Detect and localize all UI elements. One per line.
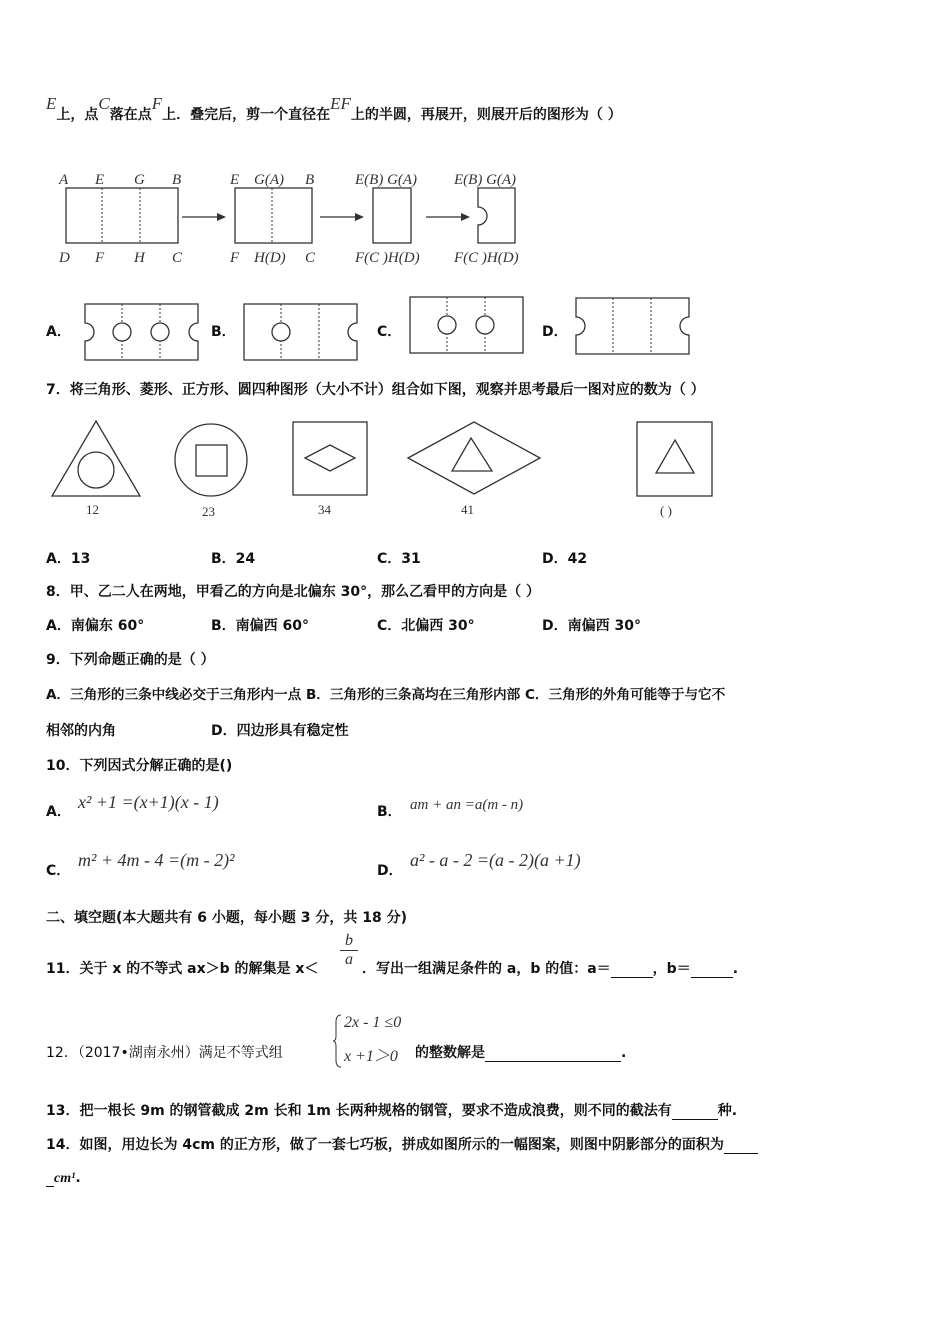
- q11-answer-b-blank[interactable]: [691, 961, 733, 978]
- q9-option-c-continued: 相邻的内角: [46, 723, 116, 739]
- q13-line: [46, 1100, 737, 1120]
- label-hd-2: H(D): [254, 250, 286, 266]
- q10-option-b-formula: am + an =a(m - n): [410, 797, 524, 813]
- label-step4-top: E(B) G(A): [454, 172, 517, 188]
- label-d: D: [59, 250, 70, 266]
- q10-option-c-label[interactable]: C．: [46, 863, 71, 879]
- q14-text: 14．如图，用边长为 4cm 的正方形，做了一套七巧板，拼成如图所示的一幅图案，则图中阴影部分的面积为: [46, 1137, 724, 1153]
- q11-text-mid: ．写出一组满足条件的 a，b 的值：a＝: [362, 961, 611, 977]
- cut-paper-4: [478, 188, 515, 243]
- q14-answer-blank[interactable]: [724, 1137, 758, 1154]
- q14-answer-blank-continued[interactable]: [46, 1170, 54, 1187]
- paper-rectangle: [66, 188, 178, 243]
- q8-option-a[interactable]: A．南偏东 60°: [46, 618, 145, 634]
- folded-paper-2: [235, 188, 312, 243]
- q7-figures: [46, 416, 726, 526]
- q14-line-2: [46, 1170, 81, 1187]
- triangle-shape: [52, 421, 140, 496]
- q12-answer-blank[interactable]: [485, 1045, 621, 1062]
- q12-text-end: .: [621, 1045, 627, 1061]
- q12-brace: [333, 1014, 343, 1068]
- label-b: B: [172, 172, 182, 188]
- q14-text-end: .: [75, 1170, 81, 1186]
- circle-shape: [175, 424, 247, 496]
- q7-option-d[interactable]: D．42: [542, 551, 588, 567]
- point-f-symbol: F: [151, 94, 163, 113]
- point-c-symbol: C: [98, 94, 110, 113]
- q14-line-1: [46, 1134, 758, 1154]
- q7-caption-5: ( ): [660, 503, 672, 518]
- q13-answer-blank[interactable]: [672, 1103, 718, 1120]
- q11-fraction: [340, 932, 358, 969]
- label-f-2: F: [230, 250, 240, 266]
- triangle-shape: [452, 438, 492, 471]
- label-step4-bottom: F(C )H(D): [454, 250, 519, 266]
- section-2-title: 二、填空题(本大题共有 6 小题，每小题 3 分，共 18 分): [46, 910, 408, 926]
- arrow-head-3: [461, 213, 470, 221]
- square-shape: [196, 445, 227, 476]
- square-shape: [637, 422, 712, 496]
- label-g: G: [134, 172, 145, 188]
- q11-fraction-numerator: b: [340, 932, 358, 951]
- q14-unit: cm¹: [54, 1171, 76, 1186]
- q12-text-pre: 12．（2017•湖南永州）满足不等式组: [46, 1045, 283, 1061]
- q10-question: 10．下列因式分解正确的是(): [46, 758, 233, 774]
- folded-paper-3: [373, 188, 411, 243]
- diamond-shape: [408, 422, 540, 494]
- q6-text-1: 上，点: [56, 107, 99, 123]
- q7-option-c[interactable]: C．31: [377, 551, 421, 567]
- folding-diagram: [50, 165, 550, 270]
- q6-option-b-figure: [241, 300, 361, 364]
- point-e-symbol: E: [46, 94, 57, 113]
- label-a: A: [59, 172, 69, 188]
- label-c-2: C: [305, 250, 316, 266]
- triangle-shape: [656, 440, 694, 473]
- q9-option-d[interactable]: D．四边形具有稳定性: [211, 723, 349, 739]
- q12-inequality-2: x +1＞0: [344, 1048, 398, 1065]
- q6-option-c-figure: [407, 293, 527, 357]
- q7-caption-2: 23: [202, 504, 215, 519]
- q11-line: [46, 958, 318, 978]
- q8-question: 8．甲、乙二人在两地，甲看乙的方向是北偏东 30°，那么乙看甲的方向是（ ）: [46, 584, 540, 600]
- q6-text-3: 上．叠完后，剪一个直径在: [162, 107, 331, 123]
- q7-option-a[interactable]: A．13: [46, 551, 91, 567]
- q12-inequality-1: 2x - 1 ≤0: [344, 1014, 402, 1031]
- q10-option-a-label[interactable]: A．: [46, 804, 71, 820]
- q6-option-d-label: D．: [542, 324, 568, 340]
- q6-text-line: [46, 94, 622, 134]
- q9-options-line: A．三角形的三条中线必交于三角形内一点 B．三角形的三条高均在三角形内部 C．三角形的外角可能等于与它不: [46, 687, 726, 703]
- label-h: H: [134, 250, 145, 266]
- label-ga-2: G(A): [254, 172, 284, 188]
- q7-caption-1: 12: [86, 502, 99, 517]
- q11-text-pre: 11．关于 x 的不等式 ax＞b 的解集是 x＜: [46, 961, 319, 977]
- q8-option-c[interactable]: C．北偏西 30°: [377, 618, 475, 634]
- q7-question: 7．将三角形、菱形、正方形、圆四种图形（大小不计）组合如下图，观察并思考最后一图对应的数为（ ）: [46, 382, 705, 398]
- q9-question: 9．下列命题正确的是（ ）: [46, 652, 215, 668]
- q13-text-end: 种.: [717, 1103, 738, 1119]
- label-c: C: [172, 250, 183, 266]
- q6-option-a-figure: [82, 300, 202, 364]
- q6-text-4: 上的半圆，再展开，则展开后的图形为（ ）: [350, 107, 622, 123]
- label-step3-bottom: F(C )H(D): [355, 250, 420, 266]
- q6-option-c-label: C．: [377, 324, 402, 340]
- q10-option-d-formula: a² - a - 2 =(a - 2)(a +1): [410, 850, 581, 870]
- q7-caption-3: 34: [318, 502, 331, 517]
- arrow-head-2: [355, 213, 364, 221]
- label-e-2: E: [230, 172, 240, 188]
- q13-text-pre: 13．把一根长 9m 的钢管截成 2m 长和 1m 长两种规格的钢管，要求不造成浪费，则不同的截法有: [46, 1103, 672, 1119]
- q8-option-d[interactable]: D．南偏西 30°: [542, 618, 641, 634]
- q12-line-rest: [415, 1042, 626, 1062]
- q11-text-end: .: [732, 961, 739, 977]
- q10-option-b-label[interactable]: B．: [377, 804, 402, 820]
- q10-option-c-formula: m² + 4m - 4 =(m - 2)²: [78, 850, 235, 870]
- label-f: F: [95, 250, 105, 266]
- q10-option-a-formula: x² +1 =(x+1)(x - 1): [78, 792, 219, 812]
- q6-option-d-figure: [573, 294, 693, 358]
- q11-text-sep: ，b＝: [652, 961, 691, 977]
- q11-fraction-denominator: a: [345, 951, 353, 968]
- label-e: E: [95, 172, 105, 188]
- q7-option-b[interactable]: B．24: [211, 551, 256, 567]
- q7-caption-4: 41: [461, 502, 474, 517]
- q6-option-a-label: A．: [46, 324, 71, 340]
- label-b-2: B: [305, 172, 315, 188]
- label-step3-top: E(B) G(A): [355, 172, 418, 188]
- q6-option-b-label: B．: [211, 324, 236, 340]
- q6-text-2: 落在点: [109, 107, 152, 123]
- q12-text-post: 的整数解是: [415, 1045, 485, 1061]
- segment-ef-symbol: EF: [330, 94, 351, 113]
- q11-answer-a-blank[interactable]: [611, 961, 653, 978]
- diamond-shape: [305, 445, 355, 471]
- q8-option-b[interactable]: B．南偏西 60°: [211, 618, 310, 634]
- q10-option-d-label[interactable]: D．: [377, 863, 403, 879]
- circle-shape: [78, 452, 114, 488]
- q11-line-rest: [362, 958, 738, 978]
- arrow-head-1: [217, 213, 226, 221]
- square-shape: [293, 422, 367, 495]
